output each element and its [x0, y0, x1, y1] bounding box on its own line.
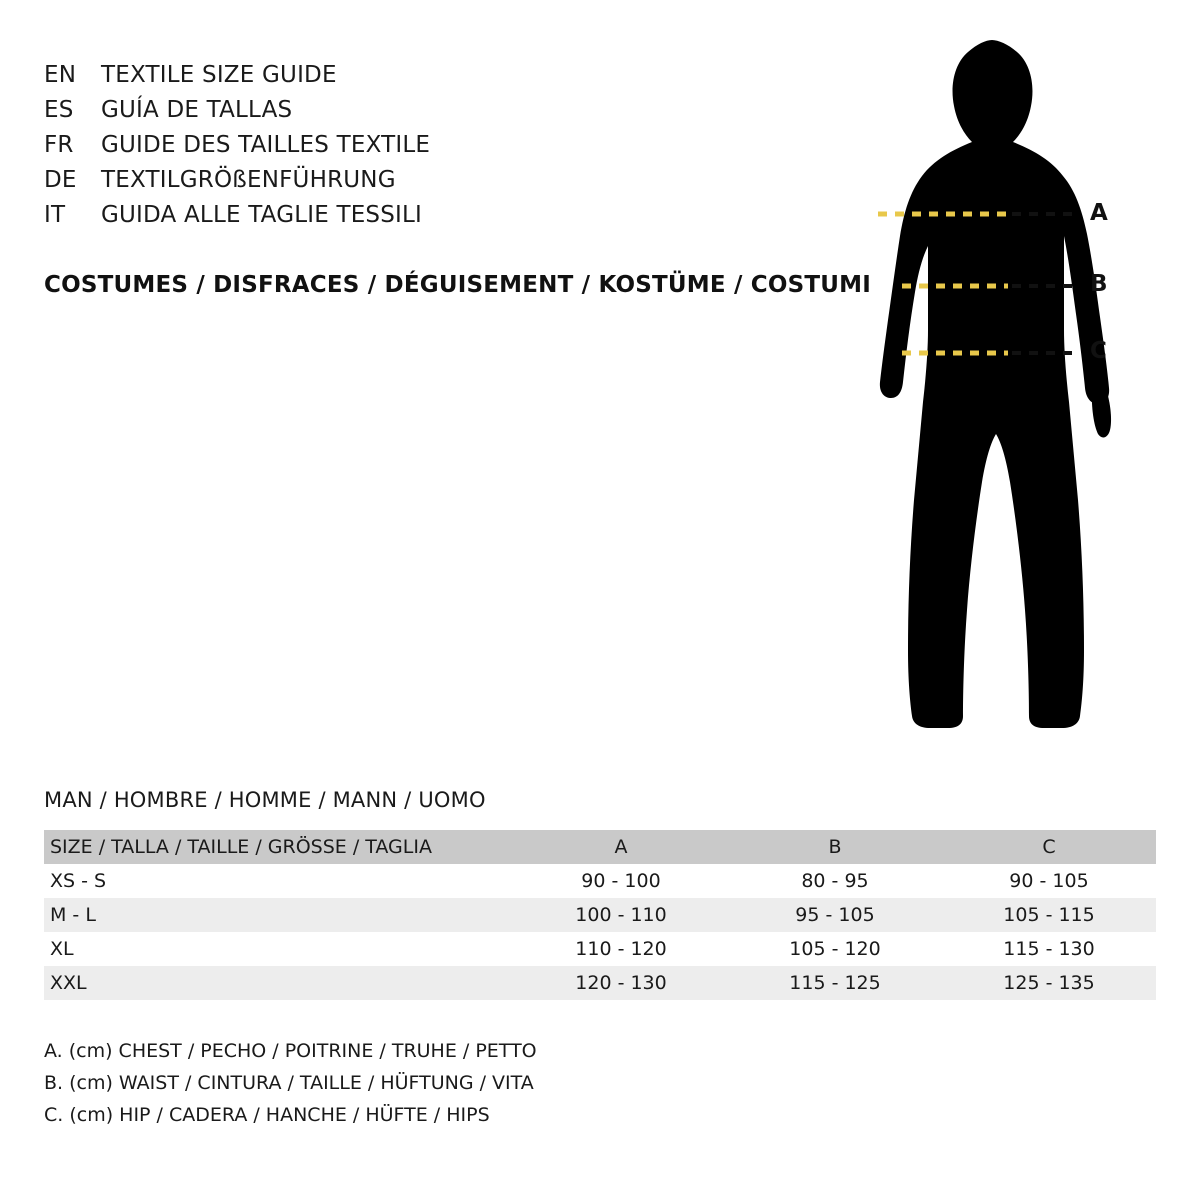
language-code: IT	[44, 202, 66, 228]
cell-hip: 125 - 135	[1003, 972, 1095, 994]
language-row	[44, 198, 844, 233]
language-list	[44, 58, 844, 233]
table-body	[44, 864, 1156, 1000]
marker-label-b: B	[1090, 271, 1108, 297]
language-label: TEXTILE SIZE GUIDE	[101, 62, 337, 88]
table-header	[44, 830, 1156, 864]
cell-size: XL	[50, 938, 74, 960]
table-row	[44, 932, 1156, 966]
body-silhouette-figure	[830, 30, 1170, 750]
language-code: FR	[44, 132, 74, 158]
marker-label-c: C	[1090, 338, 1107, 364]
language-label: GUIDE DES TAILLES TEXTILE	[101, 132, 431, 158]
cell-chest: 90 - 100	[581, 870, 661, 892]
cell-chest: 100 - 110	[575, 904, 667, 926]
costume-subtitle: COSTUMES / DISFRACES / DÉGUISEMENT / KOSTÜME / COSTUMI	[44, 272, 871, 298]
column-header-a: A	[614, 836, 628, 858]
language-row	[44, 163, 844, 198]
cell-chest: 110 - 120	[575, 938, 667, 960]
size-table	[44, 830, 1156, 1000]
column-header-c: C	[1042, 836, 1056, 858]
cell-size: M - L	[50, 904, 96, 926]
language-code: ES	[44, 97, 74, 123]
language-label: GUÍA DE TALLAS	[101, 97, 293, 123]
table-row	[44, 898, 1156, 932]
language-label: TEXTILGRÖßENFÜHRUNG	[101, 167, 396, 193]
language-row	[44, 128, 844, 163]
column-header-b: B	[828, 836, 842, 858]
language-row	[44, 93, 844, 128]
cell-size: XXL	[50, 972, 87, 994]
legend-waist: B. (cm) WAIST / CINTURA / TAILLE / HÜFTUNG / VITA	[44, 1072, 534, 1094]
silhouette-svg	[830, 30, 1170, 750]
cell-waist: 95 - 105	[795, 904, 875, 926]
cell-chest: 120 - 130	[575, 972, 667, 994]
cell-waist: 115 - 125	[789, 972, 881, 994]
table-row	[44, 966, 1156, 1000]
language-code: DE	[44, 167, 77, 193]
table-title: MAN / HOMBRE / HOMME / MANN / UOMO	[44, 788, 486, 812]
column-header-size: SIZE / TALLA / TAILLE / GRÖSSE / TAGLIA	[50, 836, 432, 858]
cell-waist: 105 - 120	[789, 938, 881, 960]
cell-waist: 80 - 95	[801, 870, 869, 892]
legend-hip: C. (cm) HIP / CADERA / HANCHE / HÜFTE / HIPS	[44, 1104, 490, 1126]
legend-chest: A. (cm) CHEST / PECHO / POITRINE / TRUHE / PETTO	[44, 1040, 537, 1062]
cell-size: XS - S	[50, 870, 107, 892]
cell-hip: 115 - 130	[1003, 938, 1095, 960]
language-code: EN	[44, 62, 77, 88]
marker-label-a: A	[1090, 200, 1108, 226]
table-header-row	[44, 830, 1156, 864]
table-row	[44, 864, 1156, 898]
cell-hip: 90 - 105	[1009, 870, 1089, 892]
measurement-legend	[44, 1035, 944, 1131]
cell-hip: 105 - 115	[1003, 904, 1095, 926]
language-label: GUIDA ALLE TAGLIE TESSILI	[101, 202, 423, 228]
language-row	[44, 58, 844, 93]
